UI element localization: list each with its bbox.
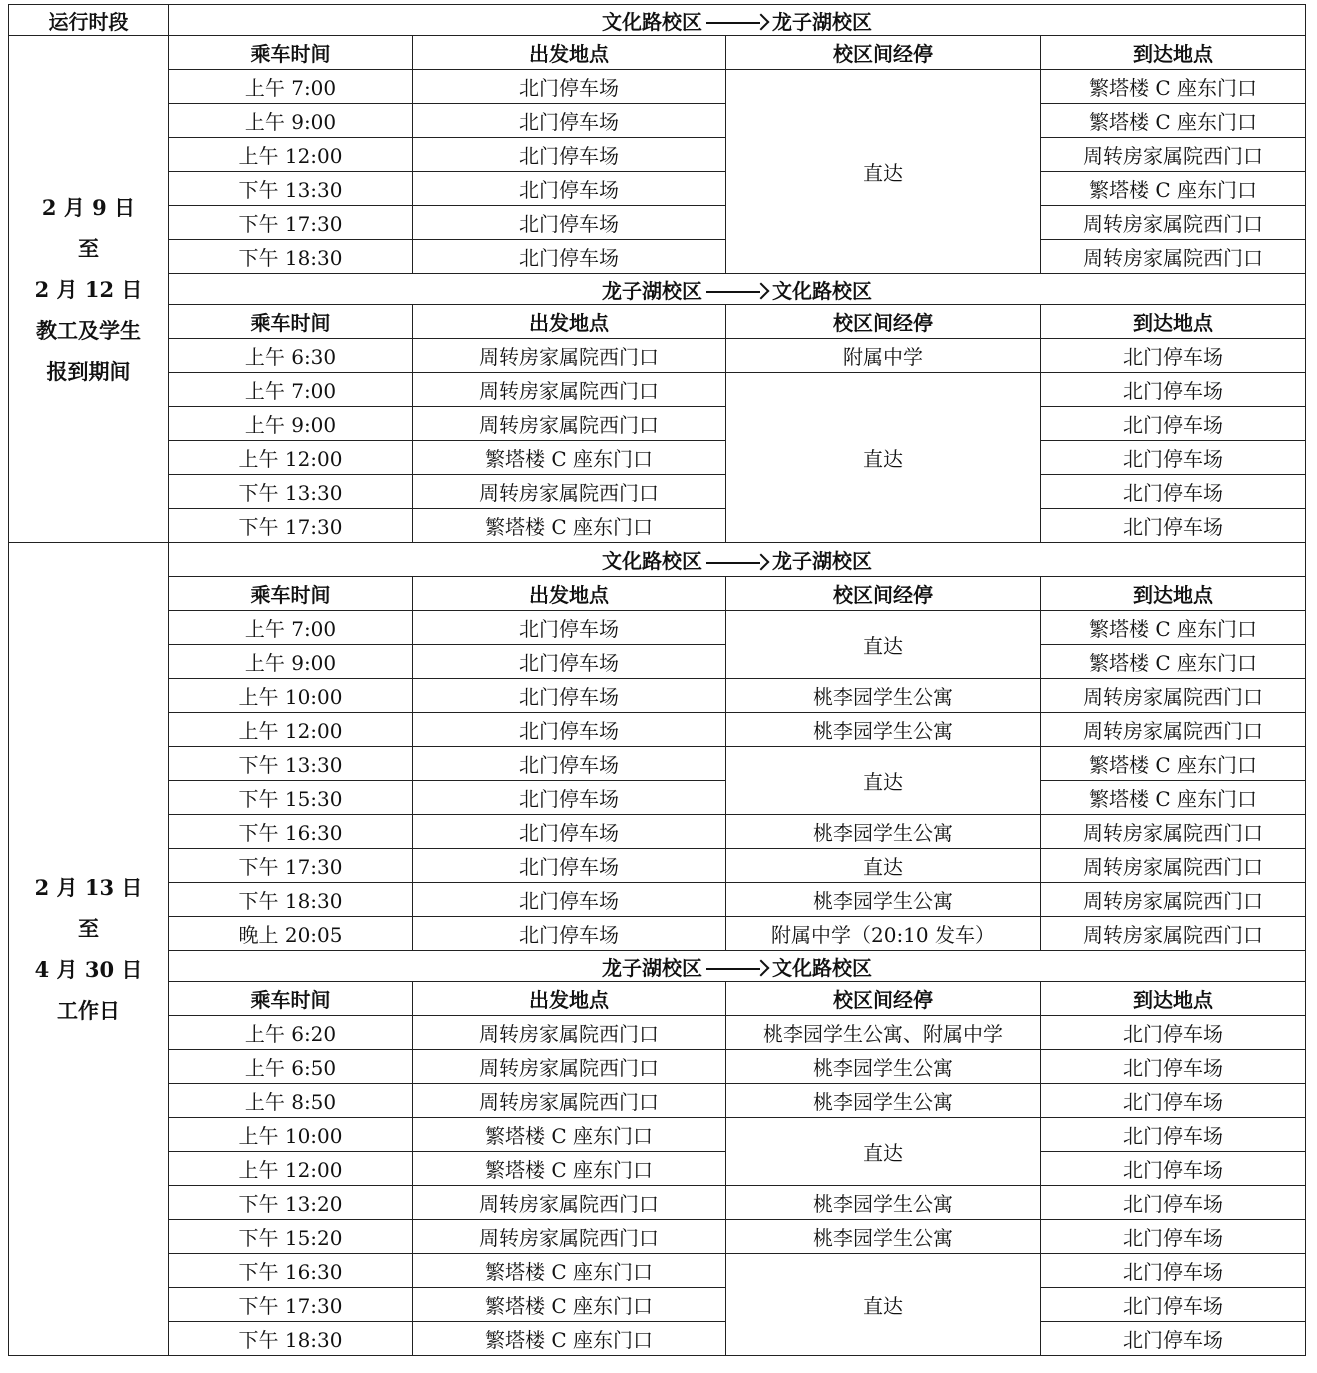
via-cell: 直达: [726, 1118, 1041, 1186]
from-cell: 北门停车场: [413, 172, 726, 206]
to-cell: 繁塔楼 C 座东门口: [1041, 70, 1306, 104]
via-cell: 桃李园学生公寓: [726, 1220, 1041, 1254]
period-line: 2 月 9 日: [41, 194, 136, 220]
from-campus: 龙子湖校区: [602, 955, 702, 980]
time-cell: 上午 7:00: [169, 70, 413, 104]
time-cell: 上午 6:20: [169, 1016, 413, 1050]
to-cell: 繁塔楼 C 座东门口: [1041, 104, 1306, 138]
time-cell: 上午 8:50: [169, 1084, 413, 1118]
from-cell: 北门停车场: [413, 917, 726, 951]
period-line: 2 月 13 日: [34, 875, 143, 900]
via-cell: 桃李园学生公寓: [726, 1084, 1041, 1118]
time-cell: 上午 6:30: [169, 339, 413, 373]
via-cell: 直达: [726, 611, 1041, 679]
from-cell: 繁塔楼 C 座东门口: [413, 1118, 726, 1152]
col-header-via: 校区间经停: [726, 982, 1041, 1016]
time-cell: 晚上 20:05: [169, 917, 413, 951]
from-cell: 北门停车场: [413, 611, 726, 645]
to-cell: 北门停车场: [1041, 1016, 1306, 1050]
from-cell: 周转房家属院西门口: [413, 1084, 726, 1118]
period-line: 至: [78, 235, 99, 261]
period-line: 工作日: [57, 998, 120, 1023]
to-cell: 周转房家属院西门口: [1041, 713, 1306, 747]
time-cell: 上午 12:00: [169, 713, 413, 747]
col-header-time: 乘车时间: [169, 577, 413, 611]
from-cell: 北门停车场: [413, 70, 726, 104]
to-cell: 周转房家属院西门口: [1041, 883, 1306, 917]
via-cell: 直达: [726, 849, 1041, 883]
time-cell: 下午 13:20: [169, 1186, 413, 1220]
from-cell: 北门停车场: [413, 849, 726, 883]
time-cell: 上午 10:00: [169, 1118, 413, 1152]
col-header-to: 到达地点: [1041, 36, 1306, 70]
shuttle-schedule-table: [8, 4, 1306, 1356]
col-header-to: 到达地点: [1041, 577, 1306, 611]
from-cell: 北门停车场: [413, 104, 726, 138]
time-cell: 上午 12:00: [169, 138, 413, 172]
time-cell: 下午 16:30: [169, 1254, 413, 1288]
to-cell: 北门停车场: [1041, 1050, 1306, 1084]
time-cell: 下午 17:30: [169, 1288, 413, 1322]
via-cell: 直达: [726, 1254, 1041, 1356]
period-2-cell: [9, 543, 169, 1356]
time-cell: 下午 17:30: [169, 206, 413, 240]
time-cell: 上午 6:50: [169, 1050, 413, 1084]
arrow-right-icon: [706, 285, 768, 299]
time-cell: 上午 12:00: [169, 441, 413, 475]
via-cell: 桃李园学生公寓: [726, 679, 1041, 713]
time-cell: 上午 12:00: [169, 1152, 413, 1186]
time-cell: 下午 17:30: [169, 509, 413, 543]
from-cell: 周转房家属院西门口: [413, 1016, 726, 1050]
col-header-from: 出发地点: [413, 577, 726, 611]
from-cell: 北门停车场: [413, 679, 726, 713]
to-cell: 周转房家属院西门口: [1041, 240, 1306, 274]
to-cell: 繁塔楼 C 座东门口: [1041, 172, 1306, 206]
from-cell: 繁塔楼 C 座东门口: [413, 1152, 726, 1186]
to-cell: 周转房家属院西门口: [1041, 206, 1306, 240]
via-cell: 直达: [726, 373, 1041, 543]
col-header-from: 出发地点: [413, 305, 726, 339]
time-cell: 下午 13:30: [169, 747, 413, 781]
period-header: 运行时段: [9, 5, 169, 36]
to-cell: 周转房家属院西门口: [1041, 849, 1306, 883]
to-cell: 繁塔楼 C 座东门口: [1041, 611, 1306, 645]
from-campus: 文化路校区: [602, 9, 702, 34]
from-cell: 周转房家属院西门口: [413, 1050, 726, 1084]
from-cell: 北门停车场: [413, 713, 726, 747]
arrow-right-icon: [706, 16, 768, 30]
via-cell: 桃李园学生公寓、附属中学: [726, 1016, 1041, 1050]
period-1-cell: [9, 36, 169, 543]
from-cell: 北门停车场: [413, 138, 726, 172]
via-cell: 附属中学: [726, 339, 1041, 373]
to-cell: 北门停车场: [1041, 1322, 1306, 1356]
arrow-right-icon: [706, 962, 768, 976]
col-header-time: 乘车时间: [169, 36, 413, 70]
from-cell: 北门停车场: [413, 645, 726, 679]
from-cell: 周转房家属院西门口: [413, 475, 726, 509]
to-cell: 周转房家属院西门口: [1041, 679, 1306, 713]
col-header-via: 校区间经停: [726, 305, 1041, 339]
from-cell: 繁塔楼 C 座东门口: [413, 1288, 726, 1322]
period-line: 教工及学生: [36, 317, 141, 343]
to-cell: 北门停车场: [1041, 1152, 1306, 1186]
from-cell: 北门停车场: [413, 206, 726, 240]
to-cell: 北门停车场: [1041, 1288, 1306, 1322]
time-cell: 下午 13:30: [169, 172, 413, 206]
to-cell: 北门停车场: [1041, 1186, 1306, 1220]
to-cell: 北门停车场: [1041, 373, 1306, 407]
to-cell: 北门停车场: [1041, 339, 1306, 373]
to-cell: 周转房家属院西门口: [1041, 917, 1306, 951]
from-cell: 北门停车场: [413, 781, 726, 815]
time-cell: 下午 15:20: [169, 1220, 413, 1254]
from-cell: 繁塔楼 C 座东门口: [413, 441, 726, 475]
from-cell: 周转房家属院西门口: [413, 1186, 726, 1220]
time-cell: 下午 18:30: [169, 240, 413, 274]
from-cell: 繁塔楼 C 座东门口: [413, 1254, 726, 1288]
via-cell: 桃李园学生公寓: [726, 1050, 1041, 1084]
to-cell: 周转房家属院西门口: [1041, 815, 1306, 849]
time-cell: 下午 15:30: [169, 781, 413, 815]
col-header-time: 乘车时间: [169, 982, 413, 1016]
time-cell: 上午 9:00: [169, 645, 413, 679]
to-cell: 北门停车场: [1041, 1254, 1306, 1288]
from-cell: 繁塔楼 C 座东门口: [413, 509, 726, 543]
to-campus: 龙子湖校区: [772, 549, 872, 573]
to-cell: 北门停车场: [1041, 509, 1306, 543]
from-campus: 文化路校区: [602, 549, 702, 573]
to-cell: 繁塔楼 C 座东门口: [1041, 747, 1306, 781]
via-cell: 桃李园学生公寓: [726, 1186, 1041, 1220]
section-title: [169, 274, 1306, 305]
to-cell: 繁塔楼 C 座东门口: [1041, 645, 1306, 679]
time-cell: 上午 7:00: [169, 611, 413, 645]
via-cell: 桃李园学生公寓: [726, 713, 1041, 747]
time-cell: 下午 18:30: [169, 1322, 413, 1356]
period-line: 至: [78, 916, 99, 941]
to-campus: 文化路校区: [772, 955, 872, 980]
period-line: 2 月 12 日: [34, 276, 143, 302]
col-header-to: 到达地点: [1041, 982, 1306, 1016]
col-header-via: 校区间经停: [726, 577, 1041, 611]
section-title: [169, 5, 1306, 36]
col-header-from: 出发地点: [413, 982, 726, 1016]
from-cell: 北门停车场: [413, 747, 726, 781]
to-cell: 北门停车场: [1041, 1084, 1306, 1118]
col-header-to: 到达地点: [1041, 305, 1306, 339]
to-cell: 周转房家属院西门口: [1041, 138, 1306, 172]
section-title: [169, 543, 1306, 577]
from-cell: 周转房家属院西门口: [413, 1220, 726, 1254]
period-line: 报到期间: [46, 358, 131, 384]
via-cell: 桃李园学生公寓: [726, 883, 1041, 917]
time-cell: 下午 13:30: [169, 475, 413, 509]
from-cell: 周转房家属院西门口: [413, 373, 726, 407]
col-header-via: 校区间经停: [726, 36, 1041, 70]
time-cell: 上午 9:00: [169, 104, 413, 138]
col-header-time: 乘车时间: [169, 305, 413, 339]
to-cell: 北门停车场: [1041, 1220, 1306, 1254]
from-cell: 北门停车场: [413, 815, 726, 849]
from-campus: 龙子湖校区: [602, 278, 702, 303]
section-title: [169, 951, 1306, 982]
from-cell: 北门停车场: [413, 883, 726, 917]
from-cell: 北门停车场: [413, 240, 726, 274]
to-cell: 繁塔楼 C 座东门口: [1041, 781, 1306, 815]
from-cell: 繁塔楼 C 座东门口: [413, 1322, 726, 1356]
time-cell: 下午 18:30: [169, 883, 413, 917]
to-cell: 北门停车场: [1041, 475, 1306, 509]
period-line: 4 月 30 日: [34, 957, 143, 982]
from-cell: 周转房家属院西门口: [413, 407, 726, 441]
time-cell: 上午 7:00: [169, 373, 413, 407]
time-cell: 上午 10:00: [169, 679, 413, 713]
via-cell: 直达: [726, 747, 1041, 815]
time-cell: 下午 16:30: [169, 815, 413, 849]
col-header-from: 出发地点: [413, 36, 726, 70]
time-cell: 上午 9:00: [169, 407, 413, 441]
to-campus: 龙子湖校区: [772, 9, 872, 34]
to-campus: 文化路校区: [772, 278, 872, 303]
to-cell: 北门停车场: [1041, 1118, 1306, 1152]
from-cell: 周转房家属院西门口: [413, 339, 726, 373]
to-cell: 北门停车场: [1041, 407, 1306, 441]
time-cell: 下午 17:30: [169, 849, 413, 883]
to-cell: 北门停车场: [1041, 441, 1306, 475]
via-cell: 直达: [726, 70, 1041, 274]
arrow-right-icon: [706, 556, 768, 570]
via-cell: 桃李园学生公寓: [726, 815, 1041, 849]
via-cell: 附属中学（20:10 发车）: [726, 917, 1041, 951]
